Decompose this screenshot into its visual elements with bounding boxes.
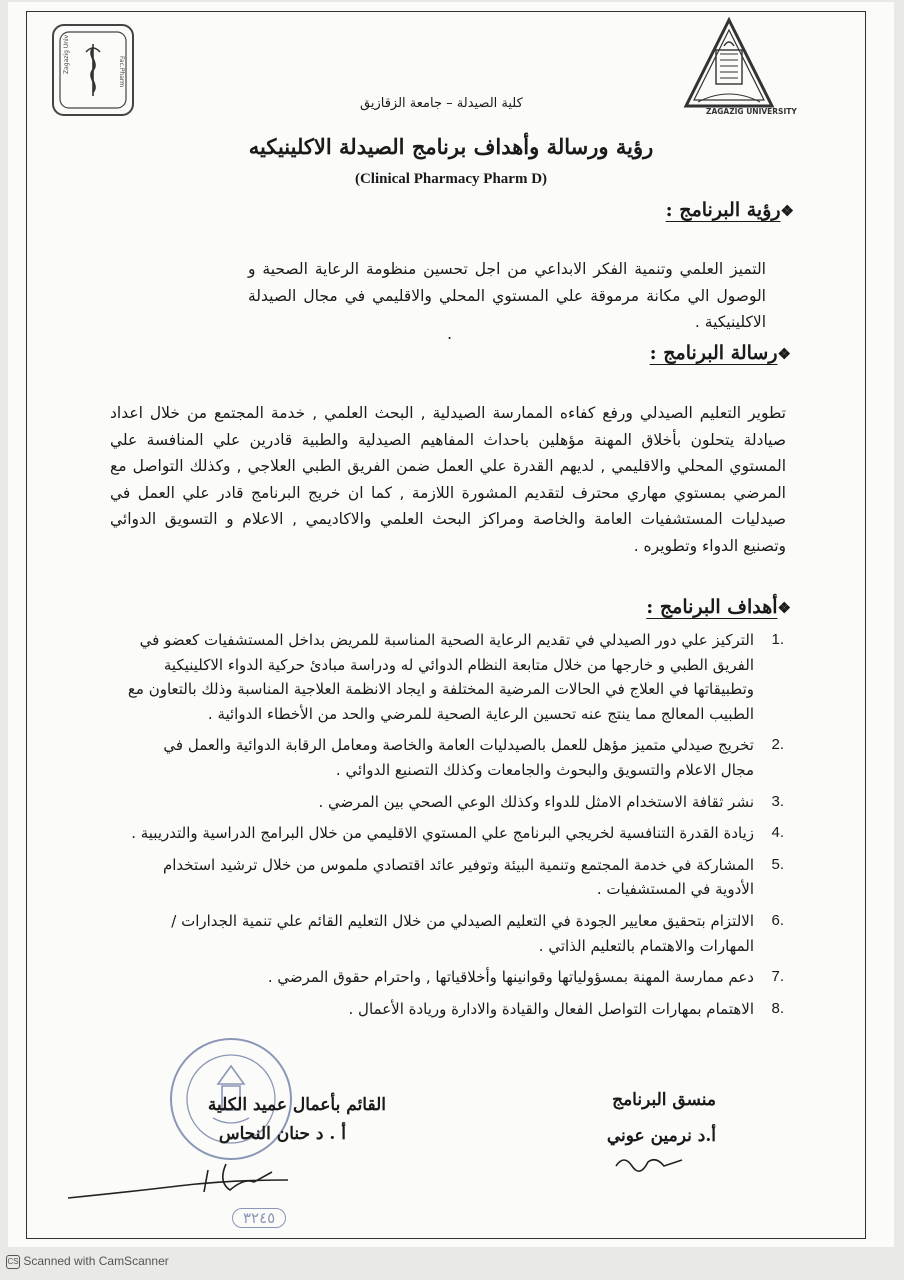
goal-number: .6 [771, 911, 784, 929]
diamond-bullet-icon: ❖ [780, 202, 794, 220]
mission-heading-text: رسالة البرنامج : [649, 342, 778, 364]
university-logo [676, 16, 797, 118]
goals-list [126, 628, 784, 1028]
goal-text: الاهتمام بمهارات التواصل الفعال والقيادة والادارة وريادة الأعمال . [348, 999, 754, 1018]
page-border [26, 11, 866, 1239]
goal-text: نشر ثقافة الاستخدام الامثل للدواء وكذلك الوعي الصحي بين المرضي . [318, 792, 754, 811]
svg-text:Zagazig Univ: Zagazig Univ [63, 34, 70, 74]
coordinator-signature [612, 1148, 688, 1180]
scanner-text: Scanned with CamScanner [23, 1254, 169, 1268]
diamond-bullet-icon: ❖ [777, 345, 791, 363]
document-page [8, 2, 894, 1247]
university-logo-text: ZAGAZIG UNIVERSITY [706, 107, 797, 116]
goal-text: تخريج صيدلي متميز مؤهل للعمل بالصيدليات العامة والخاصة ومعامل الرقابة الدوائية والعمل في مجال الاعلام والتسويق والبحوث والجامعات وكذلك التصنيع الدوائي . [163, 736, 754, 779]
faculty-logo [52, 24, 134, 116]
scanner-watermark [6, 1254, 169, 1269]
goal-text: المشاركة في خدمة المجتمع وتنمية البيئة وتوفير عائد اقتصادي ملموس من خلال ترشيد استخدام الأدوية في المستشفيات . [162, 855, 754, 899]
mission-text: تطوير التعليم الصيدلي ورفع كفاءه الممارسة الصيدلية , البحث العلمي , خدمة المجتمع من خلال اعداد صيادلة يتحلون بأخلاق المهنة مؤهلين باحداث المفاهيم الصيدلية والطبية قادرين علي المنافسة علي المستوي المحلي والاقليمي , لديهم القدرة علي العمل ضمن الفريق الطبي العلاجي , وكذلك التواصل مع المرضي بمستوي مهاري محترف لتقديم المشورة اللازمة , كما ان خريج البرنامج قادر علي العمل في صيدليات المستشفيات العامة والخاصة ومراكز البحث العلمي والاكاديمي , الاعلام و التسويق الدوائي وتصنيع الدواء وتطويره . [110, 404, 786, 555]
dean-signature [58, 1152, 308, 1216]
document-subtitle: (Clinical Pharmacy Pharm D) [354, 171, 548, 187]
goal-item [126, 821, 784, 846]
goal-number: .1 [771, 631, 784, 648]
document-title: رؤية ورسالة وأهداف برنامج الصيدلة الاكلينيكيه [248, 134, 654, 159]
dean-title: القائم بأعمال عميد الكلية [207, 1095, 386, 1115]
goal-number: .8 [771, 999, 784, 1017]
stray-dot: . [447, 324, 453, 343]
goal-text: دعم ممارسة المهنة بمسؤولياتها وقوانينها وأخلاقياتها , واحترام حقوق المرضي . [267, 968, 754, 987]
goal-text: زيادة القدرة التنافسية لخريجي البرنامج علي المستوي الاقليمي من خلال البرامج الدراسية والتدريبية . [131, 824, 754, 843]
mission-heading [650, 342, 791, 364]
stamp-number: ٣٢٤٥ [232, 1208, 286, 1228]
goal-text: التركيز علي دور الصيدلي في تقديم الرعاية الصحية المناسبة للمريض بداخل المستشفيات كعضو في الفريق الطبي و خارجها من خلال متابعة النظام الدوائي له ودراسة مبادئ حركية الدواء الاكلينيكية وتطبيقاتها في العلاج في الحالات المرضية المختلفة و ايجاد الانظمة العلاجية المناسبة وذلك بالتعاون مع الطبيب المعالج مما ينتج عنه تحسين الرعاية الصحية للمرضي والحد من الأخطاء الدوائية . [127, 631, 754, 723]
coordinator-title: منسق البرنامج [612, 1090, 716, 1110]
goal-item [126, 853, 784, 902]
diamond-bullet-icon: ❖ [777, 599, 791, 617]
goal-item [126, 997, 784, 1022]
camscanner-icon: CS [6, 1255, 20, 1269]
goal-item [126, 628, 784, 726]
goal-number: .5 [771, 855, 784, 873]
goal-item [126, 965, 784, 990]
goal-text: الالتزام بتحقيق معايير الجودة في التعليم الصيدلي من خلال التعليم القائم علي تنمية الجدارات / المهارات والاهتمام بالتعليم الذاتي . [171, 911, 754, 955]
goals-heading-text: أهداف البرنامج : [646, 596, 778, 618]
goal-number: .3 [771, 792, 784, 810]
svg-text:Fac.Pharm: Fac.Pharm [118, 56, 125, 88]
goal-number: .4 [771, 824, 784, 842]
coordinator-name: أ.د نرمين عوني [606, 1126, 716, 1146]
goal-item [126, 790, 784, 815]
goal-item [126, 909, 784, 958]
goal-item [126, 733, 784, 782]
vision-text: التميز العلمي وتنمية الفكر الابداعي من اجل تحسين منظومة الرعاية الصحية و الوصول الي مكانة مرموقة علي المستوي المحلي والاقليمي في مجال الصيدلة الاكلينيكية . [248, 260, 766, 331]
vision-heading [666, 199, 794, 221]
faculty-university-line: كلية الصيدلة – جامعة الزقازيق [360, 96, 523, 111]
goals-heading [646, 596, 791, 618]
vision-heading-text: رؤية البرنامج : [665, 199, 781, 221]
dean-name: أ . د حنان النحاس [218, 1124, 346, 1144]
goal-number: .7 [771, 968, 784, 986]
goal-number: .2 [771, 736, 784, 754]
